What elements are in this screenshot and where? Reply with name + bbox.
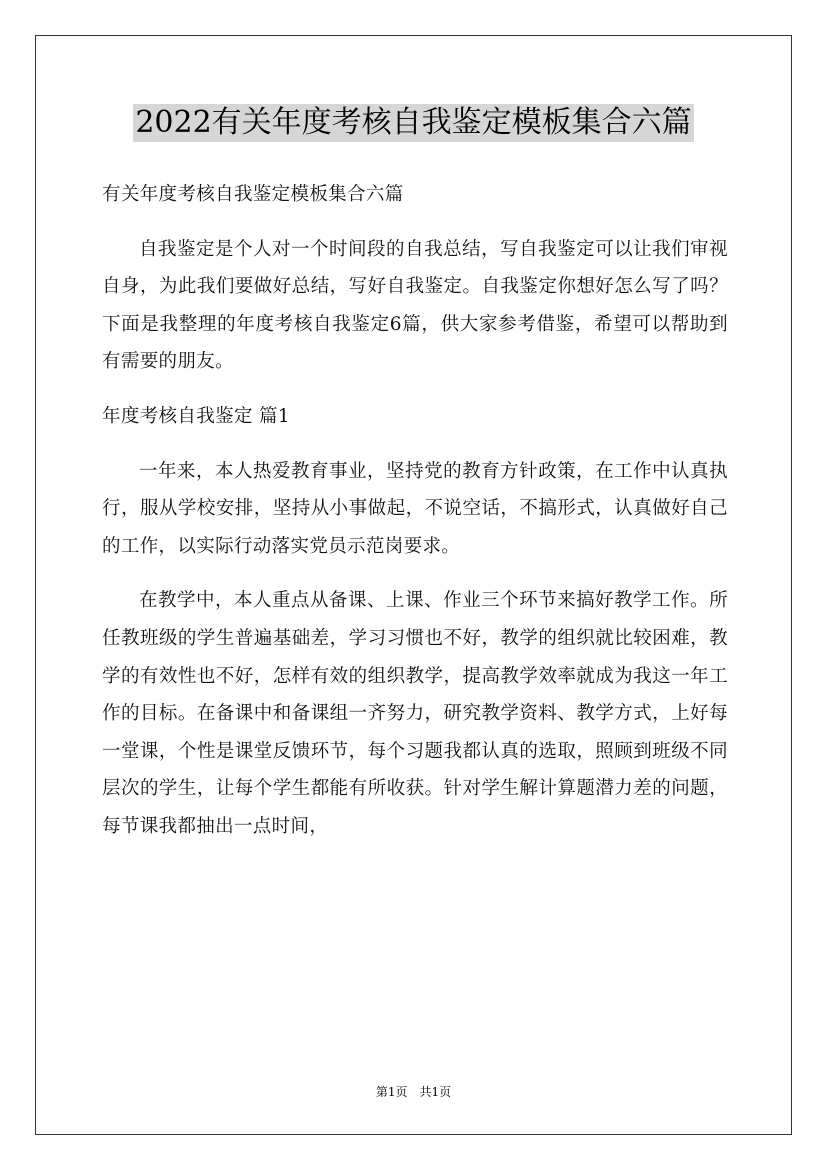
document-body xyxy=(102,176,728,863)
section-heading: 年度考核自我鉴定 篇1 xyxy=(102,405,291,427)
document-subtitle: 有关年度考核自我鉴定模板集合六篇 xyxy=(102,184,404,205)
page-footer xyxy=(0,1084,827,1100)
page-total: 共1页 xyxy=(419,1085,452,1099)
title-container xyxy=(0,104,827,142)
body-paragraph-2: 在教学中，本人重点从备课、上课、作业三个环节来搞好教学工作。所任教班级的学生普遍基础差，学习习惯也不好，教学的组织就比较困难，教学的有效性也不好，怎样有效的组织教学，提高教学效率就成为我这一年工作的目标。在备课中和备课组一齐努力，研究教学资料、教学方式，上好每一堂课，个性是课堂反馈环节，每个习题我都认真的选取，照顾到班级不同层次的学生，让每个学生都能有所收获。针对学生解计算题潜力差的问题，每节课我都抽出一点时间， xyxy=(102,590,728,837)
intro-paragraph: 自我鉴定是个人对一个时间段的自我总结，写自我鉴定可以让我们审视自身，为此我们要做好总结，写好自我鉴定。自我鉴定你想好怎么写了吗？下面是我整理的年度考核自我鉴定6篇，供大家参考借鉴，希望可以帮助到有需要的朋友。 xyxy=(102,238,728,373)
page-number: 第1页 xyxy=(375,1085,408,1099)
body-paragraph-1: 一年来，本人热爱教育事业，坚持党的教育方针政策，在工作中认真执行，服从学校安排，坚持从小事做起，不说空话，不搞形式，认真做好自己的工作，以实际行动落实党员示范岗要求。 xyxy=(102,460,728,557)
document-title: 2022有关年度考核自我鉴定模板集合六篇 xyxy=(135,105,692,140)
